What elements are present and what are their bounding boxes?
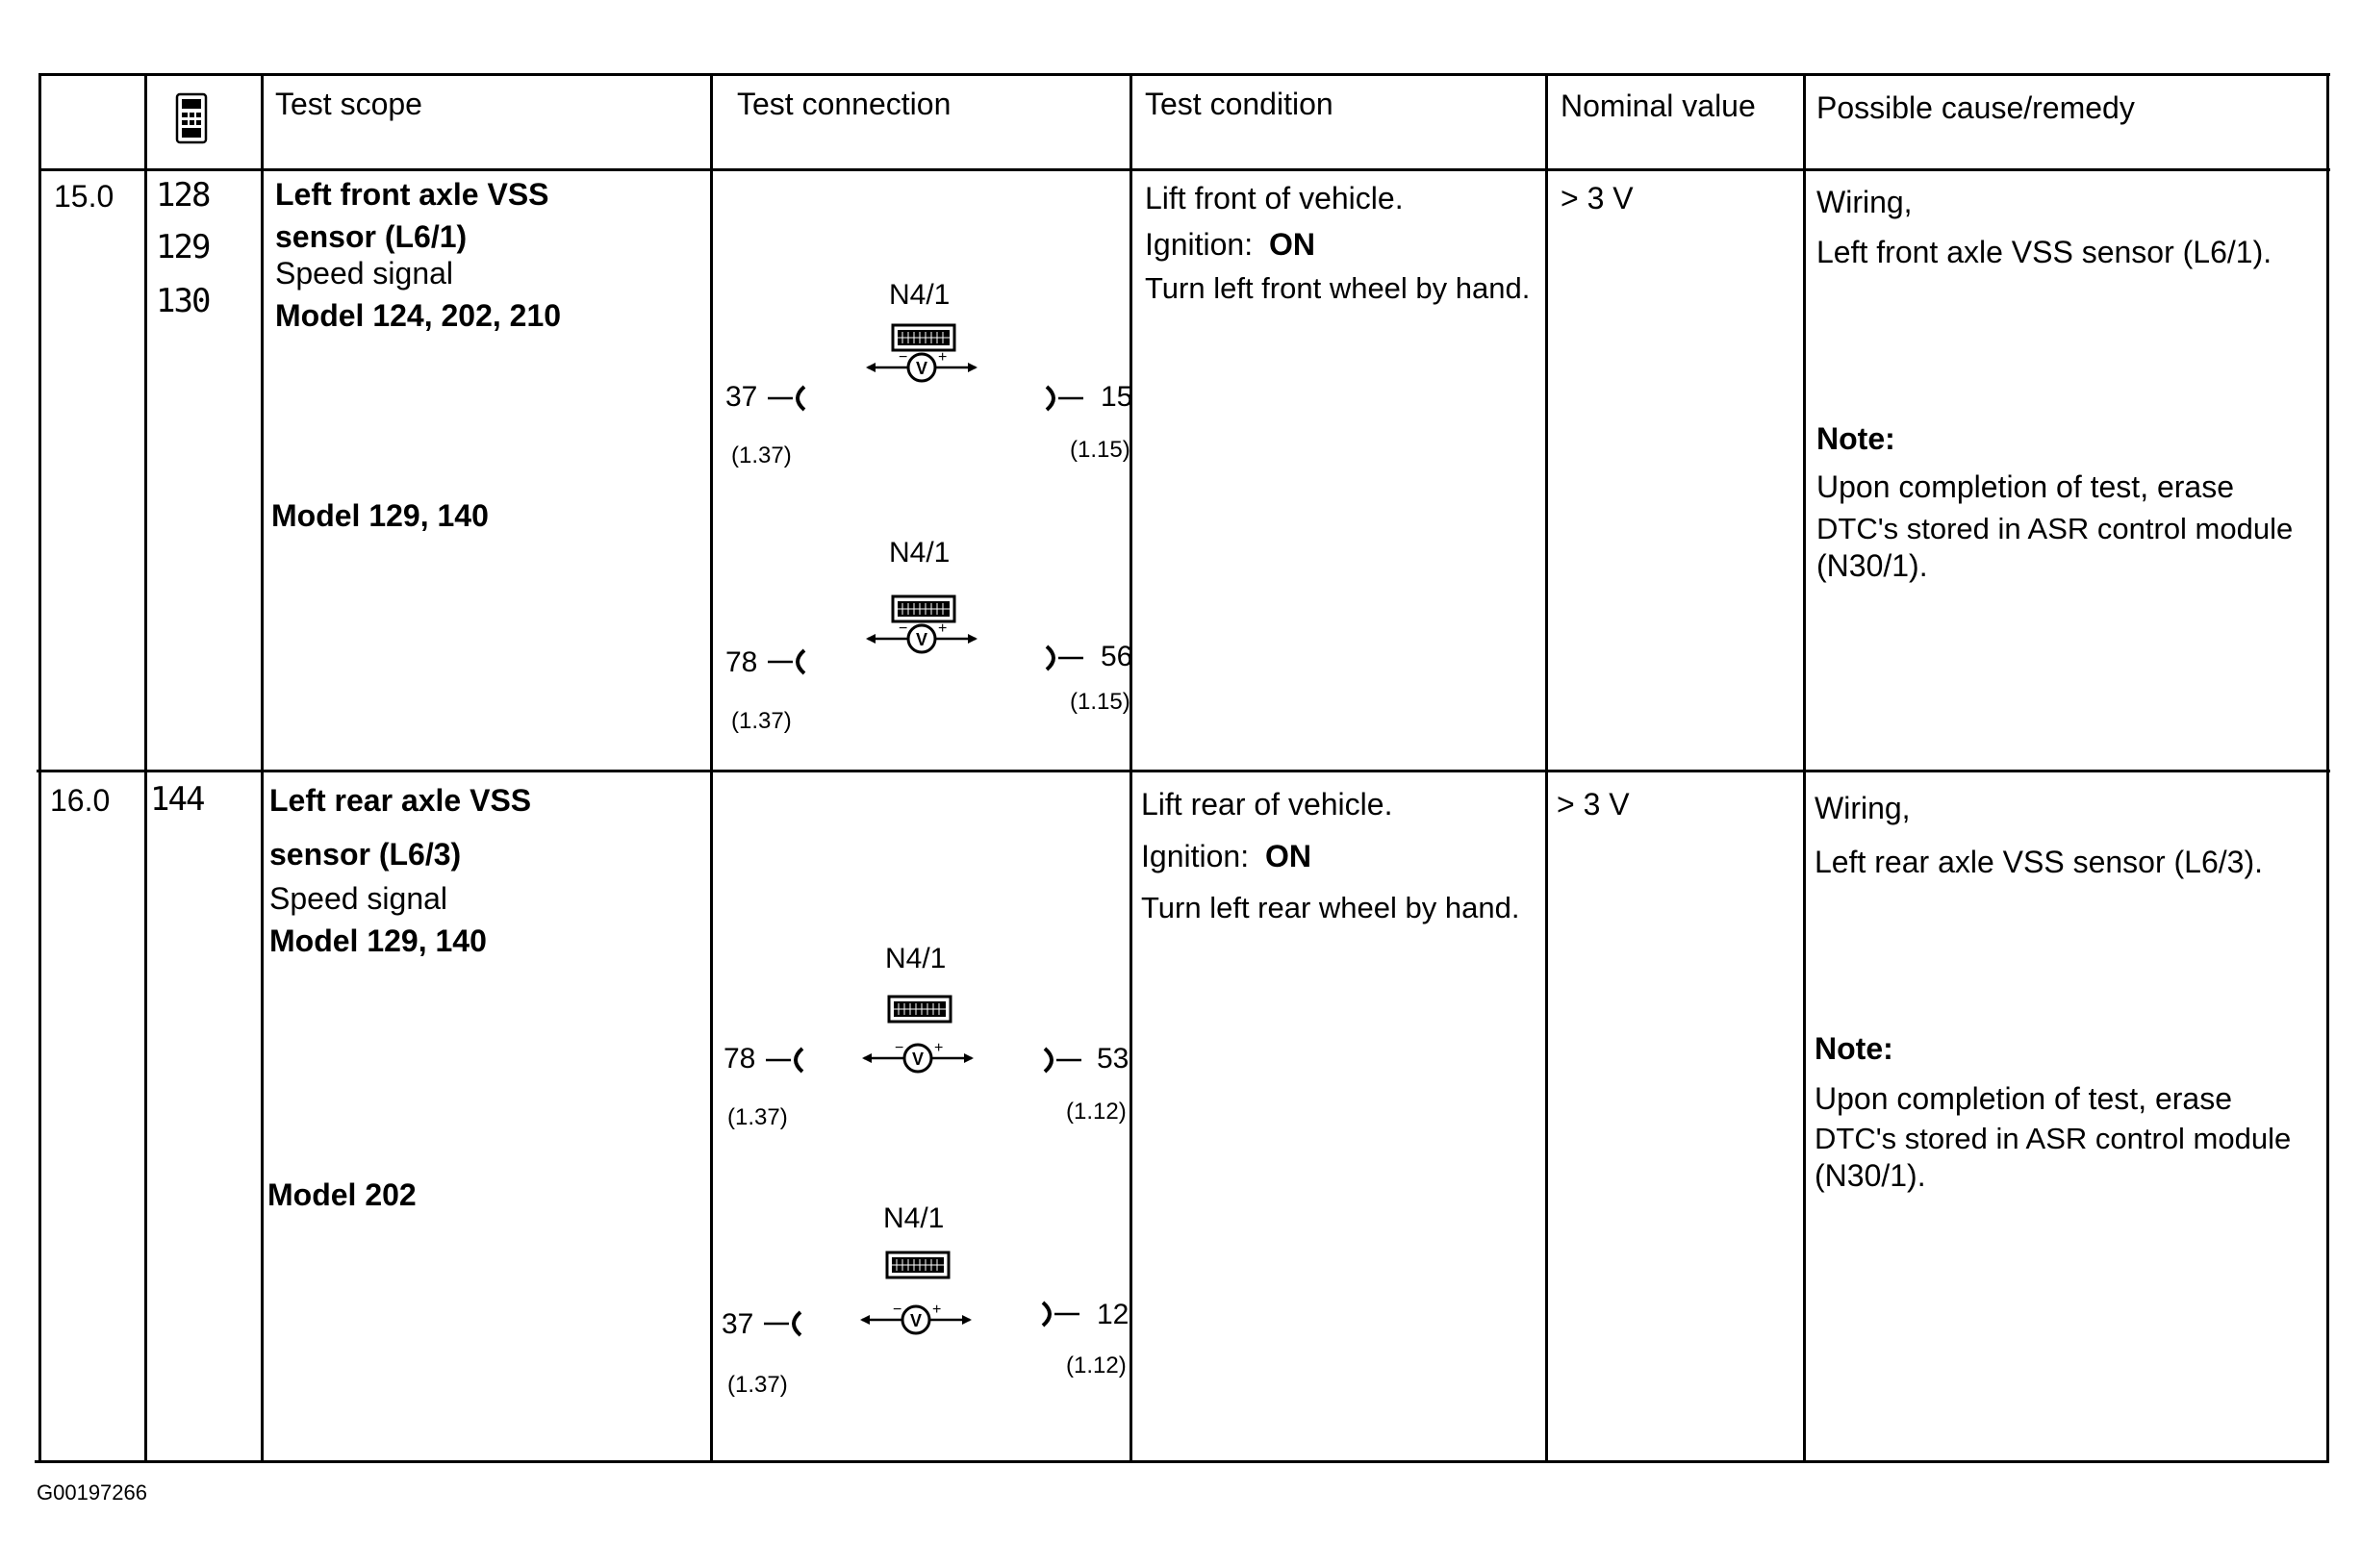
left-pin: 78 xyxy=(724,1043,756,1075)
test-scope-model: Model 124, 202, 210 xyxy=(275,298,562,333)
header-test-connection: Test connection xyxy=(737,87,952,121)
device-label: N4/1 xyxy=(889,279,951,311)
right-pin: 15 xyxy=(1101,381,1133,413)
test-scope-model: Model 202 xyxy=(267,1177,417,1212)
row-divider xyxy=(37,770,2330,772)
left-pin: 37 xyxy=(722,1308,754,1340)
connection-diagram xyxy=(718,1202,1131,1398)
remedy-note: Upon completion of test, erase xyxy=(1815,1081,2233,1116)
svg-text:V: V xyxy=(915,359,928,378)
header-test-scope: Test scope xyxy=(275,87,422,121)
remedy-note: (N30/1). xyxy=(1815,1158,1926,1193)
header-remedy: Possible cause/remedy xyxy=(1816,90,2135,125)
left-pin-ref: (1.37) xyxy=(727,1372,788,1398)
remedy-text: Wiring, xyxy=(1815,791,1911,825)
step-number: 15.0 xyxy=(54,179,114,214)
remedy-text: Left rear axle VSS sensor (L6/3). xyxy=(1815,845,2263,879)
col-border-left xyxy=(38,73,41,1463)
right-pin: 12 xyxy=(1097,1299,1130,1330)
code-number: 128 xyxy=(156,176,210,215)
test-scope-title: sensor (L6/1) xyxy=(275,219,468,254)
test-scope-model: Model 129, 140 xyxy=(269,923,487,958)
svg-text:V: V xyxy=(911,1050,925,1069)
right-pin-ref: (1.15) xyxy=(1070,689,1130,715)
left-pin: 37 xyxy=(725,381,758,413)
device-label: N4/1 xyxy=(889,537,951,569)
remedy-note-label: Note: xyxy=(1815,1031,1893,1066)
ignition-value: ON xyxy=(1268,227,1315,262)
nominal-value: > 3 V xyxy=(1561,181,1634,215)
right-pin-ref: (1.12) xyxy=(1066,1353,1127,1378)
col-border-step xyxy=(144,73,147,1463)
test-scope-title: sensor (L6/3) xyxy=(269,837,462,872)
connection-diagram xyxy=(724,537,1137,734)
col-border-right xyxy=(2326,73,2329,1463)
header-bottom-border xyxy=(40,168,2330,171)
col-border-condition xyxy=(1545,73,1548,1463)
connection-diagram xyxy=(724,279,1137,471)
test-condition-ignition xyxy=(1141,841,1311,873)
svg-text:V: V xyxy=(915,630,928,649)
remedy-note: (N30/1). xyxy=(1816,548,1928,583)
nominal-value: > 3 V xyxy=(1557,787,1630,822)
header-test-condition: Test condition xyxy=(1145,87,1333,121)
table-top-border xyxy=(40,73,2330,76)
test-condition: Turn left rear wheel by hand. xyxy=(1141,891,1520,924)
test-scope-title: Left rear axle VSS xyxy=(269,783,532,818)
test-condition: Lift front of vehicle. xyxy=(1145,181,1404,215)
table-bottom-border xyxy=(35,1460,2326,1463)
left-pin-ref: (1.37) xyxy=(731,708,792,734)
remedy-note-label: Note: xyxy=(1816,421,1895,456)
svg-text:+: + xyxy=(938,620,948,637)
connection-diagram xyxy=(720,943,1133,1135)
test-scope-signal: Speed signal xyxy=(269,881,448,916)
col-border-code xyxy=(261,73,264,1463)
test-scope-signal: Speed signal xyxy=(275,256,454,291)
test-condition: Lift rear of vehicle. xyxy=(1141,787,1393,822)
left-pin-ref: (1.37) xyxy=(731,443,792,468)
right-pin: 53 xyxy=(1097,1043,1130,1075)
svg-text:+: + xyxy=(938,349,948,366)
left-pin-ref: (1.37) xyxy=(727,1104,788,1130)
code-number: 129 xyxy=(156,228,210,266)
remedy-note: DTC's stored in ASR control module xyxy=(1815,1122,2292,1155)
remedy-text: Left front axle VSS sensor (L6/1). xyxy=(1816,235,2272,269)
step-number: 16.0 xyxy=(50,783,111,818)
test-condition: Turn left front wheel by hand. xyxy=(1145,271,1531,305)
scanner-icon xyxy=(175,92,208,144)
left-pin: 78 xyxy=(725,646,758,678)
ignition-label: Ignition: xyxy=(1145,227,1254,262)
ignition-value: ON xyxy=(1264,839,1311,873)
svg-text:−: − xyxy=(893,1302,902,1318)
test-scope-title: Left front axle VSS xyxy=(275,177,549,212)
svg-text:−: − xyxy=(899,349,908,366)
svg-text:+: + xyxy=(932,1302,942,1318)
test-scope-model: Model 129, 140 xyxy=(271,498,489,533)
header-nominal-value: Nominal value xyxy=(1561,89,1756,123)
figure-id: G00197266 xyxy=(37,1480,147,1505)
remedy-note: DTC's stored in ASR control module xyxy=(1816,512,2294,545)
svg-text:V: V xyxy=(909,1311,923,1330)
right-pin-ref: (1.12) xyxy=(1066,1099,1127,1125)
svg-text:−: − xyxy=(895,1040,904,1056)
svg-text:+: + xyxy=(934,1040,944,1056)
code-number: 130 xyxy=(156,282,210,320)
right-pin-ref: (1.15) xyxy=(1070,437,1130,463)
code-number: 144 xyxy=(150,780,204,819)
svg-text:−: − xyxy=(899,620,908,637)
remedy-text: Wiring, xyxy=(1816,185,1913,219)
col-border-nominal xyxy=(1803,73,1806,1463)
remedy-note: Upon completion of test, erase xyxy=(1816,469,2235,504)
right-pin: 56 xyxy=(1101,641,1133,672)
device-label: N4/1 xyxy=(883,1202,945,1234)
device-label: N4/1 xyxy=(885,943,947,974)
test-condition-ignition xyxy=(1145,229,1315,262)
col-border-scope xyxy=(710,73,713,1463)
ignition-label: Ignition: xyxy=(1141,839,1250,873)
